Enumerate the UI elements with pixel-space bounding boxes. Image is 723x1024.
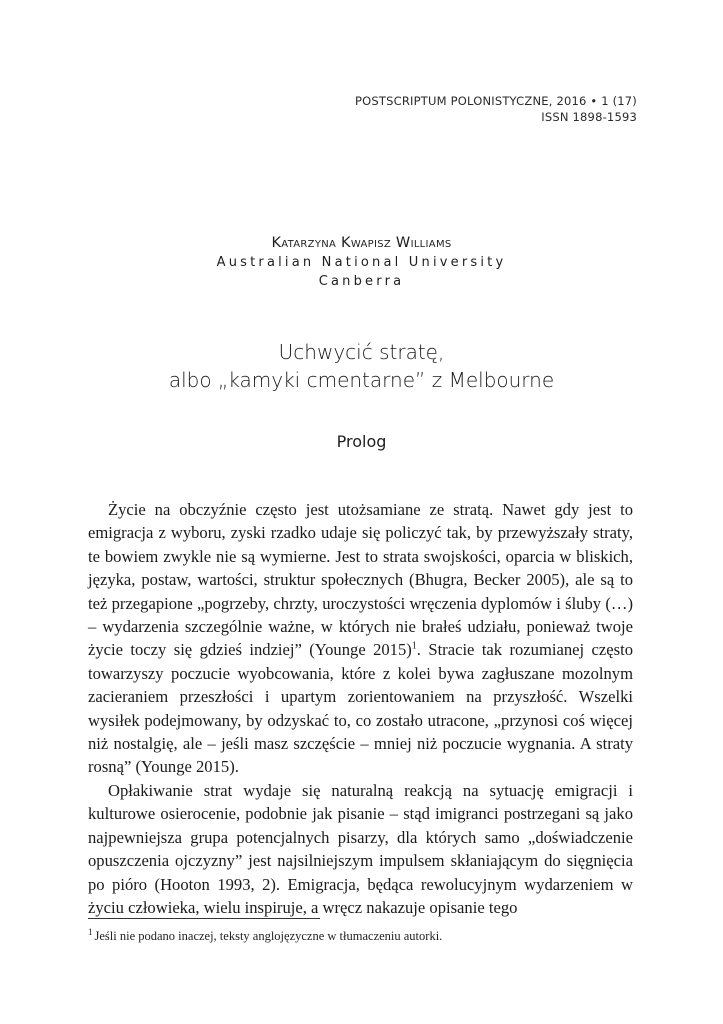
author-block bbox=[0, 233, 723, 291]
section-heading: Prolog bbox=[336, 432, 387, 451]
journal-citation: POSTSCRIPTUM POLONISTYCZNE, 2016 • 1 (17) bbox=[355, 94, 637, 108]
author-city: Canberra bbox=[318, 274, 405, 289]
running-header bbox=[355, 93, 637, 125]
author-university: Australian National University bbox=[216, 255, 507, 270]
footnote-reference: 1 bbox=[411, 640, 417, 652]
footnote-text: Jeśli nie podano inaczej, teksty anglojęzyczne w tłumaczeniu autorki. bbox=[94, 929, 443, 943]
paragraph-1-part-2: . Stracie tak rozumianej często towarzyszy poczucie wyobcowania, które z kolei bywa zagłuszane mozolnym zacieraniem przeszłości i upartym zorientowaniem na przyszłość. Wszelki wysiłek podejmowany, by odzyskać to, co zostało utracone, „przynosi coś więcej niż nostalgię, ale – jeśli masz szczęście – mniej niż poczucie wygnania. A straty rosną” (Younge 2015). bbox=[88, 640, 633, 777]
article-title bbox=[0, 338, 723, 394]
body-text bbox=[88, 498, 633, 919]
issn: ISSN 1898-1593 bbox=[541, 110, 637, 124]
paragraph-1-part-1: Życie na obczyźnie często jest utożsamiane ze stratą. Nawet gdy jest to emigracja z wyboru, zyski rzadko udaje się policzyć tak, by przewyższały straty, te bowiem zwykle nie są wymierne. Jest to strata swojskości, oparcia w bliskich, języka, postaw, wartości, struktur społecznych (Bhugra, Becker 2005), ale są to też przegapione „pogrzeby, chrzty, uroczystości wręczenia dyplomów i śluby (…) – wydarzenia szczególnie ważne, w których nie brałeś udziału, ponieważ twoje życie toczy się gdzieś indziej” (Younge 2015) bbox=[88, 500, 633, 660]
paragraph-1 bbox=[88, 498, 633, 779]
title-line-2: albo „kamyki cmentarne” z Melbourne bbox=[168, 368, 555, 392]
footnote bbox=[88, 928, 633, 944]
footnote-divider bbox=[88, 918, 320, 919]
author-name: Katarzyna Kwapisz Williams bbox=[271, 235, 452, 251]
paragraph-2: Opłakiwanie strat wydaje się naturalną reakcją na sytuację emigracji i kulturowe osierocenie, podobnie jak pisanie – stąd imigranci postrzegani są jako najpewniejsza grupa potencjalnych pisarzy, dla których samo „doświadczenie opuszczenia ojczyzny” jest najsilniejszym impulsem skłaniającym do sięgnięcia po pióro (Hooton 1993, 2). Emigracja, będąca rewolucyjnym wydarzeniem w życiu człowieka, wielu inspiruje, a wręcz nakazuje opisanie tego bbox=[88, 780, 633, 917]
footnote-mark: 1 bbox=[88, 926, 93, 937]
title-line-1: Uchwycić stratę, bbox=[278, 340, 445, 364]
